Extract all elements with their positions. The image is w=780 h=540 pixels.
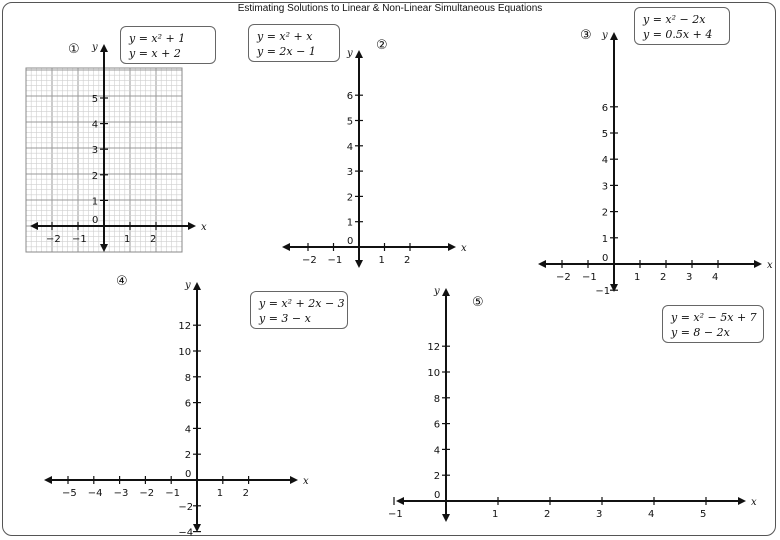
y-tick-label: 6 — [433, 419, 441, 431]
x-tick-label: 2 — [660, 272, 667, 283]
arrow-right-icon — [448, 243, 456, 251]
y-tick-label: 6 — [346, 91, 354, 103]
question-2-equation-1: y = x² + x — [257, 30, 313, 43]
y-tick-label: −4 — [178, 527, 194, 539]
question-3-equations — [634, 7, 730, 45]
question-4-equation-2: y = 3 − x — [259, 312, 311, 325]
x-tick-label: 5 — [700, 509, 707, 520]
x-tick-label: −2 — [139, 488, 155, 499]
x-tick-label: 2 — [150, 234, 157, 245]
question-3-number: ③ — [580, 28, 592, 43]
page-title: Estimating Solutions to Linear & Non-Linear Simultaneous Equations — [237, 3, 543, 14]
question-1-equation-1: y = x² + 1 — [129, 32, 186, 45]
x-tick-label: 3 — [596, 509, 603, 520]
x-tick-label: −1 — [388, 509, 403, 520]
y-tick-label: 4 — [184, 424, 192, 436]
y-tick-label: 3 — [346, 167, 354, 179]
x-tick-label: 0 — [347, 236, 354, 247]
y-tick-label: 1 — [91, 196, 99, 208]
x-tick-label: 0 — [434, 490, 441, 501]
question-5-number: ⑤ — [472, 295, 484, 310]
question-3-x-axis-label: x — [767, 260, 773, 271]
y-tick-label: 2 — [601, 207, 609, 219]
y-tick-label: 12 — [178, 321, 192, 333]
x-tick-label: −2 — [556, 272, 571, 283]
x-tick-label: 0 — [602, 253, 609, 264]
arrow-left-icon — [538, 260, 546, 268]
x-tick-label: −2 — [302, 255, 317, 266]
y-tick-label: −1 — [595, 286, 611, 298]
y-tick-label: 10 — [178, 347, 192, 358]
y-tick-label: 2 — [433, 471, 441, 483]
arrow-right-icon — [754, 260, 762, 268]
question-2-equations — [248, 24, 340, 62]
question-4-equation-1: y = x² + 2x − 3 — [259, 297, 345, 310]
x-tick-label: 0 — [185, 469, 192, 480]
question-4-number: ④ — [116, 274, 128, 289]
arrow-up-icon — [355, 50, 363, 58]
x-tick-label: 4 — [712, 272, 719, 283]
question-5-y-axis-label: y — [434, 286, 440, 297]
arrow-up-icon — [100, 44, 108, 52]
y-tick-label: 5 — [346, 116, 354, 128]
y-tick-label: 6 — [601, 102, 609, 114]
x-tick-label: 1 — [492, 509, 499, 520]
y-tick-label: 1 — [346, 217, 354, 229]
y-tick-label: 12 — [427, 342, 441, 354]
y-tick-label: 1 — [601, 233, 609, 245]
arrow-left-icon — [282, 243, 290, 251]
arrow-right-icon — [290, 476, 298, 484]
question-5-x-axis-label: x — [751, 497, 757, 508]
x-tick-label: 0 — [92, 215, 99, 226]
y-tick-label: 3 — [91, 145, 99, 157]
y-tick-label: 4 — [433, 445, 441, 457]
arrow-up-icon — [610, 32, 618, 40]
x-tick-label: 1 — [216, 488, 224, 499]
x-tick-label: −1 — [72, 234, 87, 245]
question-1-y-axis-label: y — [92, 42, 98, 53]
arrow-down-icon — [355, 260, 363, 268]
x-tick-label: 2 — [242, 488, 249, 499]
x-tick-label: −2 — [46, 234, 61, 245]
arrow-right-icon — [188, 222, 196, 230]
y-tick-label: 4 — [91, 119, 99, 131]
question-5-equations — [662, 305, 764, 343]
y-tick-label: 8 — [184, 372, 192, 384]
x-tick-label: −1 — [582, 272, 597, 283]
x-tick-label: 1 — [124, 234, 131, 245]
x-tick-label: −5 — [62, 488, 77, 499]
question-3-equation-1: y = x² − 2x — [643, 13, 706, 26]
question-5-equation-2: y = 8 − 2x — [671, 326, 730, 339]
question-5-equation-1: y = x² − 5x + 7 — [671, 311, 757, 324]
y-tick-label: 6 — [184, 398, 192, 410]
arrow-right-icon — [738, 497, 746, 505]
question-4-equations — [250, 291, 348, 329]
y-tick-label: 10 — [427, 368, 441, 379]
question-2-equation-2: y = 2x − 1 — [257, 45, 316, 58]
x-tick-label: 2 — [404, 255, 411, 266]
y-tick-label: 2 — [184, 450, 192, 462]
question-1-equations — [120, 26, 216, 64]
y-tick-label: 8 — [433, 393, 441, 405]
x-tick-label: −1 — [327, 255, 343, 266]
arrow-left-icon — [44, 476, 52, 484]
x-tick-label: 3 — [686, 272, 693, 283]
question-2-x-axis-label: x — [461, 243, 467, 254]
arrow-down-icon — [193, 524, 201, 532]
question-3-y-axis-label: y — [602, 30, 608, 41]
y-tick-label: 4 — [346, 141, 354, 153]
y-tick-label: 2 — [91, 170, 99, 182]
y-tick-label: 3 — [601, 181, 609, 193]
arrow-down-icon — [100, 244, 108, 252]
y-tick-label: −2 — [178, 501, 194, 513]
y-tick-label: 5 — [601, 129, 609, 140]
arrow-up-icon — [193, 282, 201, 290]
question-2-y-axis-label: y — [347, 48, 353, 59]
x-tick-label: 4 — [648, 509, 655, 520]
arrow-left-icon — [396, 497, 404, 505]
question-4-y-axis-label: y — [185, 280, 191, 291]
arrow-down-icon — [442, 514, 450, 522]
x-tick-label: 1 — [634, 272, 641, 283]
question-1-number: ① — [68, 42, 80, 57]
x-tick-label: 2 — [544, 509, 551, 520]
arrow-up-icon — [442, 288, 450, 296]
question-3-equation-2: y = 0.5x + 4 — [643, 28, 713, 41]
y-tick-label: 4 — [601, 155, 609, 167]
x-tick-label: 1 — [378, 255, 385, 266]
y-tick-label: 2 — [346, 192, 354, 204]
x-tick-label: −1 — [165, 488, 180, 499]
question-4-x-axis-label: x — [303, 476, 309, 487]
x-tick-label: −4 — [87, 488, 103, 499]
y-tick-label: 5 — [91, 94, 99, 105]
question-1-x-axis-label: x — [201, 222, 207, 233]
x-tick-label: −3 — [113, 488, 129, 499]
question-1-equation-2: y = x + 2 — [129, 47, 181, 60]
question-2-number: ② — [376, 38, 388, 53]
